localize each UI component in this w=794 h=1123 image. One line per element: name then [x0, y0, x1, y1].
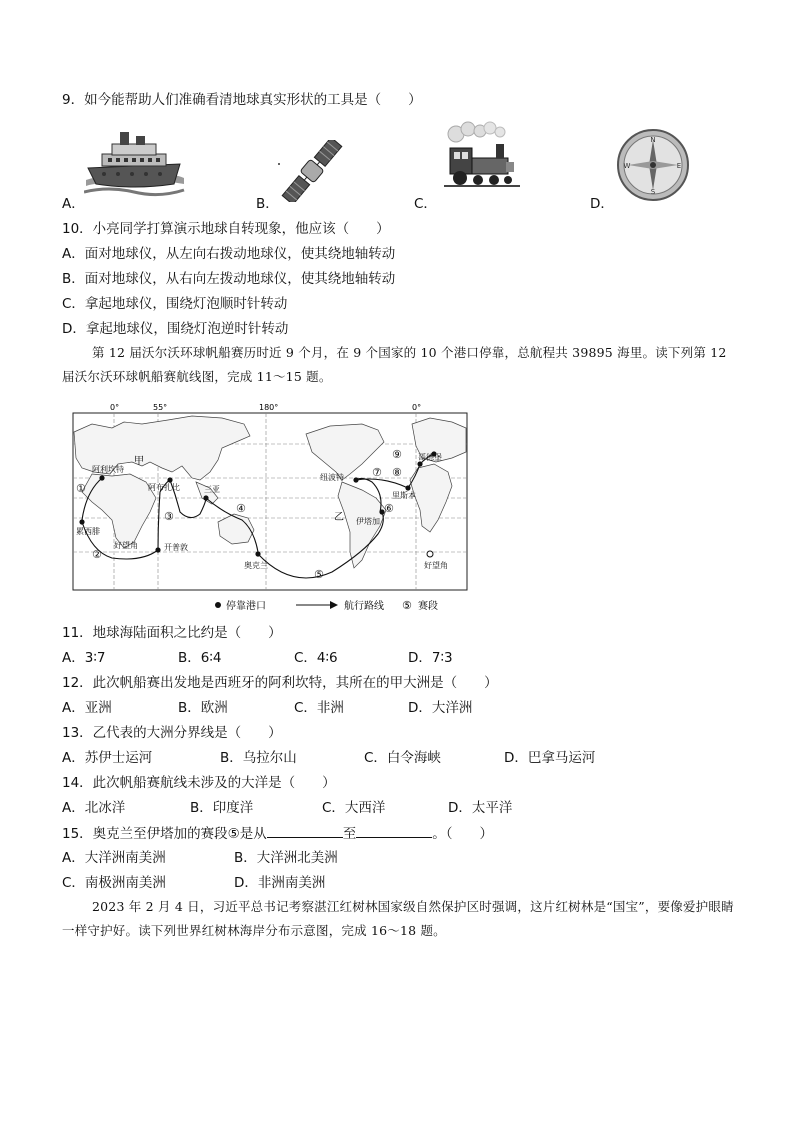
q15-option-d: D．非洲南美洲 — [234, 875, 326, 891]
leg-number-7: ⑦ — [372, 466, 382, 479]
q14-option-d: D．太平洋 — [448, 800, 513, 816]
q9-option-b-label: B． — [256, 196, 279, 212]
q11-option-c: C．4∶6 — [294, 650, 338, 666]
q15-stem — [62, 824, 493, 843]
q15-blank-1 — [267, 824, 343, 838]
q14-option-a: A．北冰洋 — [62, 800, 126, 816]
leg-number-2: ② — [92, 548, 102, 561]
legend-leg-label: 赛段 — [418, 601, 438, 612]
q12-option-d: D．大洋洲 — [408, 700, 473, 716]
port-label-abu-dhabi: 阿布扎比 — [148, 483, 180, 492]
q15-blank-2 — [356, 824, 432, 838]
port-label-cape-town: 开普敦 — [164, 543, 188, 552]
region-label-yi: 乙 — [334, 512, 344, 523]
port-label-itajai: 伊塔加 — [356, 517, 380, 526]
compass-letter-e: E — [676, 162, 682, 170]
longitude-label-180: 180° — [259, 403, 279, 412]
q13-option-d: D．巴拿马运河 — [504, 750, 596, 766]
leg-number-5: ⑤ — [314, 568, 324, 581]
port-label-cape-good-hope-east: 好望角 — [424, 561, 448, 570]
compass-letter-n: N — [650, 136, 656, 144]
q11-option-d: D．7∶3 — [408, 650, 453, 666]
legend-port-label: 停靠港口 — [226, 601, 266, 612]
route-map — [72, 402, 468, 616]
q10-option-d: D．拿起地球仪，围绕灯泡逆时针转动 — [62, 321, 289, 337]
leg-number-6: ⑥ — [384, 502, 394, 515]
q15-stem-post: 。（ ） — [432, 826, 494, 842]
q13-option-b: B．乌拉尔山 — [220, 750, 297, 766]
compass-letter-s: S — [650, 188, 656, 196]
passage-mangrove — [62, 895, 742, 943]
passage-volvo-race — [62, 341, 742, 389]
port-label-alicante: 阿利坎特 — [92, 465, 124, 474]
port-label-auckland: 奥克兰 — [244, 561, 268, 570]
q15-option-a: A．大洋洲南美洲 — [62, 850, 166, 866]
q14-stem: 14．此次帆船赛航线未涉及的大洋是（ ） — [62, 775, 336, 791]
cape-good-hope-marker — [427, 551, 433, 557]
legend-route-arrow — [330, 601, 338, 609]
port-label-sanya: 三亚 — [204, 485, 220, 494]
compass-icon — [616, 128, 690, 202]
q15-option-c: C．南极洲南美洲 — [62, 875, 166, 891]
q10-stem: 10．小亮同学打算演示地球自转现象，他应该（ ） — [62, 221, 390, 237]
compass-letter-w: W — [623, 162, 631, 170]
q11-option-a: A．3∶7 — [62, 650, 106, 666]
q15-stem-mid: 至 — [342, 826, 357, 842]
q9-option-d-label: D． — [590, 196, 614, 212]
q10-option-a: A．面对地球仪，从左向右拨动地球仪，使其绕地轴转动 — [62, 246, 396, 262]
q9-stem: 9．如今能帮助人们准确看清地球真实形状的工具是（ ） — [62, 92, 422, 108]
leg-number-8: ⑧ — [392, 466, 402, 479]
satellite-icon — [276, 140, 348, 202]
q15-option-b: B．大洋洲北美洲 — [234, 850, 338, 866]
port-label-recife: 累西腓 — [76, 527, 100, 536]
q13-stem: 13．乙代表的大洲分界线是（ ） — [62, 725, 282, 741]
q9-option-a-label: A． — [62, 196, 85, 212]
leg-number-1: ① — [76, 482, 86, 495]
legend-route-label: 航行路线 — [344, 601, 384, 612]
train-icon — [440, 120, 524, 196]
legend-port-symbol — [215, 602, 221, 608]
region-label-jia: 甲 — [134, 456, 144, 467]
port-label-cape-good-hope-west: 好望角 — [114, 541, 138, 550]
q9-option-c-label: C． — [414, 196, 437, 212]
port-label-gothenburg: 哥德堡 — [418, 453, 442, 462]
longitude-label-0-east: 0° — [412, 403, 422, 412]
q12-option-c: C．非洲 — [294, 700, 344, 716]
passage-mangrove-text: 2023 年 2 月 4 日，习近平总书记考察湛江红树林国家级自然保护区时强调，这片红树林是“国宝”，要像爱护眼睛一样守护好。读下列世界红树林海岸分布示意图，完成 16～18 题。 — [62, 899, 734, 938]
q13-option-c: C．白令海峡 — [364, 750, 441, 766]
q13-option-a: A．苏伊士运河 — [62, 750, 153, 766]
q12-stem: 12．此次帆船赛出发地是西班牙的阿利坎特，其所在的甲大洲是（ ） — [62, 675, 498, 691]
longitude-label-0: 0° — [110, 403, 120, 412]
ship-icon — [84, 128, 186, 204]
q11-option-b: B．6∶4 — [178, 650, 222, 666]
q12-option-a: A．亚洲 — [62, 700, 112, 716]
port-label-newport: 纽波特 — [320, 473, 344, 482]
leg-number-9: ⑨ — [392, 448, 402, 461]
port-label-lisbon: 里斯本 — [392, 491, 416, 500]
leg-number-4: ④ — [236, 502, 246, 515]
q15-stem-pre: 15．奥克兰至伊塔加的赛段⑤是从 — [62, 826, 267, 842]
q14-option-c: C．大西洋 — [322, 800, 386, 816]
leg-number-3: ③ — [164, 510, 174, 523]
q11-stem: 11．地球海陆面积之比约是（ ） — [62, 625, 282, 641]
passage-volvo-race-text: 第 12 届沃尔沃环球帆船赛历时近 9 个月，在 9 个国家的 10 个港口停靠，总航程共 39895 海里。读下列第 12 届沃尔沃环球帆船赛航线图，完成 11～15 题。 — [62, 345, 727, 384]
q14-option-b: B．印度洋 — [190, 800, 254, 816]
q12-option-b: B．欧洲 — [178, 700, 228, 716]
legend-leg-symbol: ⑤ — [402, 599, 412, 612]
q10-option-c: C．拿起地球仪，围绕灯泡顺时针转动 — [62, 296, 288, 312]
q10-option-b: B．面对地球仪，从右向左拨动地球仪，使其绕地轴转动 — [62, 271, 396, 287]
longitude-label-55: 55° — [153, 403, 168, 412]
